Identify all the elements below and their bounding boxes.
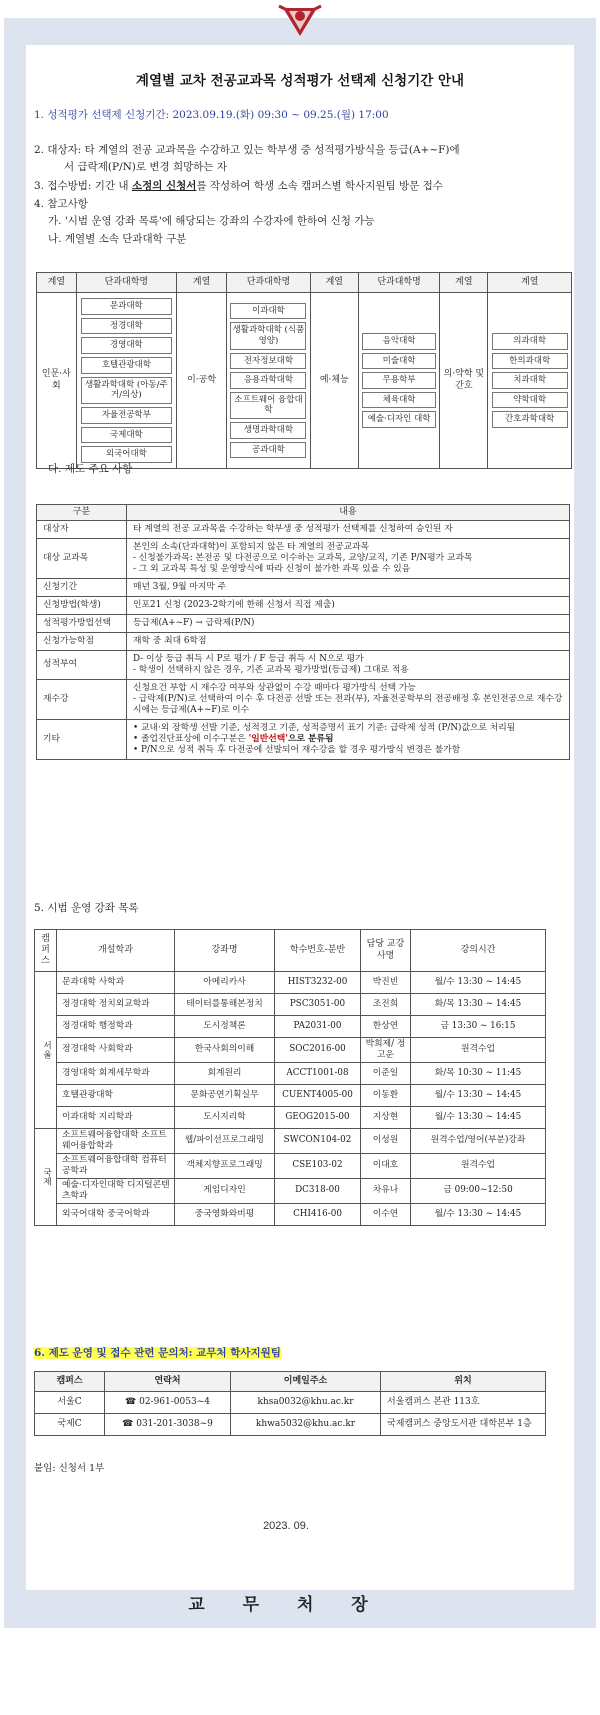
summary-key: 신청방법(학생) bbox=[37, 596, 127, 614]
summary-value bbox=[127, 578, 570, 596]
course-name: 회계원리 bbox=[175, 1062, 275, 1084]
th-series-g4: 계열 bbox=[488, 273, 572, 293]
course-name: 게임디자인 bbox=[175, 1178, 275, 1203]
email: khwa5032@khu.ac.kr bbox=[231, 1414, 381, 1436]
etc-line-2-pre: • 졸업진단표상에 이수구분은 bbox=[133, 733, 249, 744]
th-category: 구분 bbox=[37, 505, 127, 521]
course-code: PA2031-00 bbox=[275, 1016, 361, 1038]
course-code: SOC2016-00 bbox=[275, 1038, 361, 1063]
instructor: 이대호 bbox=[361, 1153, 411, 1178]
contact-row bbox=[35, 1392, 546, 1414]
course-code: GEOG2015-00 bbox=[275, 1106, 361, 1128]
section-1-period: 1. 성적평가 선택제 신청기간: 2023.09.19.(화) 09:30 ~ 09.25.(월) 17:00 bbox=[34, 109, 389, 121]
department: 예술·디자인대학 디지털콘텐츠학과 bbox=[57, 1178, 175, 1203]
course-code: CUENT4005-00 bbox=[275, 1084, 361, 1106]
course-code: PSC3051-00 bbox=[275, 994, 361, 1016]
summary-value bbox=[127, 719, 570, 759]
department: 정경대학 사회학과 bbox=[57, 1038, 175, 1063]
summary-key: 대상자 bbox=[37, 521, 127, 539]
th-course-code: 학수번호-분반 bbox=[275, 930, 361, 972]
course-code: CHI416-00 bbox=[275, 1203, 361, 1225]
section-3-form: 소정의 신청서 bbox=[131, 180, 197, 192]
section-3-post: 를 작성하여 학생 소속 캠퍼스별 학사지원팀 방문 접수 bbox=[196, 180, 443, 192]
college-name: 소프트웨어 융합대학 bbox=[230, 392, 306, 419]
page-title: 계열별 교차 전공교과목 성적평가 선택제 신청기간 안내 bbox=[135, 73, 465, 89]
course-name: 도시정책론 bbox=[175, 1016, 275, 1038]
summary-key: 대상 교과목 bbox=[37, 538, 127, 578]
summary-line: 타 계열의 전공 교과목을 수강하는 학부생 중 성적평가 선택제를 신청하여 승인된 자 bbox=[133, 524, 453, 534]
department: 호텔관광대학 bbox=[57, 1084, 175, 1106]
pilot-course-table bbox=[34, 929, 546, 1226]
etc-line-2-post: 으로 분류됨 bbox=[287, 733, 334, 744]
summary-key: 성적부여 bbox=[37, 650, 127, 679]
summary-key: 신청기간 bbox=[37, 578, 127, 596]
college-name: 미술대학 bbox=[362, 353, 436, 370]
course-name: 도시지리학 bbox=[175, 1106, 275, 1128]
course-code: DC318-00 bbox=[275, 1178, 361, 1203]
contact-row bbox=[35, 1414, 546, 1436]
college-name: 예술·디자인 대학 bbox=[362, 411, 436, 428]
course-code: CSE103-02 bbox=[275, 1153, 361, 1178]
university-emblem-icon bbox=[275, 2, 325, 42]
issue-date: 2023. 09. bbox=[263, 1520, 309, 1532]
summary-row bbox=[37, 719, 570, 759]
summary-line: 매년 3월, 9월 마지막 주 bbox=[133, 581, 227, 592]
class-time: 월/수 13:30 ~ 14:45 bbox=[411, 1203, 546, 1225]
etc-line-2 bbox=[133, 734, 563, 745]
department: 경영대학 회계세무학과 bbox=[57, 1062, 175, 1084]
section-6 bbox=[34, 1345, 281, 1360]
college-name: 전자정보대학 bbox=[230, 353, 306, 370]
college-name: 자율전공학부 bbox=[81, 407, 172, 424]
summary-key: 신청가능학점 bbox=[37, 632, 127, 650]
summary-line: 재학 중 최대 6학점 bbox=[133, 635, 207, 646]
th-series: 계열 bbox=[310, 273, 358, 293]
college-name: 의과대학 bbox=[492, 333, 568, 350]
th-series: 계열 bbox=[177, 273, 227, 293]
th-college: 단과대학명 bbox=[358, 273, 440, 293]
college-name: 경영대학 bbox=[81, 337, 172, 354]
course-code: ACCT1001-08 bbox=[275, 1062, 361, 1084]
college-name: 치과대학 bbox=[492, 372, 568, 389]
college-name: 약학대학 bbox=[492, 392, 568, 409]
college-name: 생명과학대학 bbox=[230, 422, 306, 439]
course-row bbox=[35, 1016, 546, 1038]
phone: ☎ 02-961-0053~4 bbox=[105, 1392, 231, 1414]
science-colleges bbox=[227, 299, 310, 463]
college-name: 한의과대학 bbox=[492, 353, 568, 370]
department: 소프트웨어융합대학 소프트웨어융합학과 bbox=[57, 1128, 175, 1153]
course-row bbox=[35, 972, 546, 994]
general-elective-label: '일반선택' bbox=[248, 733, 288, 744]
th-college: 단과대학명 bbox=[227, 273, 311, 293]
phone: ☎ 031-201-3038~9 bbox=[105, 1414, 231, 1436]
summary-value bbox=[127, 538, 570, 578]
signature: 교 무 처 장 bbox=[188, 1595, 384, 1615]
section-4a: 가. '시범 운영 강좌 목록'에 해당되는 강좌의 수강자에 한하여 신청 가능 bbox=[48, 215, 375, 227]
course-code: HIST3232-00 bbox=[275, 972, 361, 994]
th-series: 계열 bbox=[37, 273, 77, 293]
instructor: 지상현 bbox=[361, 1106, 411, 1128]
group-medical: 의·약학 및 간호 bbox=[440, 293, 488, 469]
instructor: 박희제/ 정고운 bbox=[361, 1038, 411, 1063]
summary-row bbox=[37, 650, 570, 679]
summary-value bbox=[127, 596, 570, 614]
course-name: 웹/파이선프로그래밍 bbox=[175, 1128, 275, 1153]
section-2-line-2: 서 급락제(P/N)로 변경 희망하는 자 bbox=[64, 161, 228, 173]
summary-row bbox=[37, 521, 570, 539]
class-time: 월/수 13:30 ~ 14:45 bbox=[411, 1084, 546, 1106]
instructor: 한상연 bbox=[361, 1016, 411, 1038]
contact-heading: 6. 제도 운영 및 접수 관련 문의처: 교무처 학사지원팀 bbox=[34, 1347, 281, 1359]
college-name: 공과대학 bbox=[230, 442, 306, 459]
department: 정경대학 행정학과 bbox=[57, 1016, 175, 1038]
th-content: 내용 bbox=[127, 505, 570, 521]
course-row bbox=[35, 1084, 546, 1106]
course-row bbox=[35, 1106, 546, 1128]
summary-row bbox=[37, 614, 570, 632]
summary-row bbox=[37, 578, 570, 596]
instructor: 이수연 bbox=[361, 1203, 411, 1225]
th-campus: 캠퍼스 bbox=[35, 930, 57, 972]
section-4b: 나. 계열별 소속 단과대학 구분 bbox=[48, 233, 187, 245]
department: 이과대학 지리학과 bbox=[57, 1106, 175, 1128]
college-name: 음악대학 bbox=[362, 333, 436, 350]
th-campus: 캠퍼스 bbox=[35, 1372, 105, 1392]
class-time: 원격수업 bbox=[411, 1153, 546, 1178]
medical-colleges bbox=[488, 329, 571, 432]
etc-line-1: • 교내·외 장학생 선발 기준, 성적경고 기준, 성적증명서 표기 기준: 급락제 성적 (P/N)값으로 처리됨 bbox=[133, 722, 516, 733]
th-time: 강의시간 bbox=[411, 930, 546, 972]
th-department: 개설학과 bbox=[57, 930, 175, 972]
section-3-pre: 3. 접수방법: 기간 내 bbox=[34, 180, 132, 192]
course-name: 객체지향프로그래밍 bbox=[175, 1153, 275, 1178]
class-time: 원격수업 bbox=[411, 1038, 546, 1063]
course-row bbox=[35, 1203, 546, 1225]
arts-colleges bbox=[359, 329, 440, 432]
instructor: 조진희 bbox=[361, 994, 411, 1016]
campus-name: 서울C bbox=[35, 1392, 105, 1414]
instructor: 박진빈 bbox=[361, 972, 411, 994]
summary-line: 인포21 신청 (2023-2학기에 한해 신청서 직접 제출) bbox=[133, 599, 335, 610]
college-name: 체육대학 bbox=[362, 392, 436, 409]
course-row bbox=[35, 994, 546, 1016]
summary-value bbox=[127, 650, 570, 679]
th-course: 강좌명 bbox=[175, 930, 275, 972]
class-time: 금 13:30 ~ 16:15 bbox=[411, 1016, 546, 1038]
th-instructor: 담당 교강사명 bbox=[361, 930, 411, 972]
summary-key: 성적평가방법선택 bbox=[37, 614, 127, 632]
section-3 bbox=[34, 178, 443, 193]
section-2-line-1: 2. 대상자: 타 계열의 전공 교과목을 수강하고 있는 학부생 중 성적평가방식을 등급(A+~F)에 bbox=[34, 144, 460, 156]
college-division-table bbox=[36, 272, 572, 469]
course-row bbox=[35, 1128, 546, 1153]
class-time: 월/수 13:30 ~ 14:45 bbox=[411, 972, 546, 994]
group-humanities: 인문·사회 bbox=[37, 293, 77, 469]
course-row bbox=[35, 1153, 546, 1178]
instructor: 이동환 bbox=[361, 1084, 411, 1106]
document bbox=[26, 45, 574, 1615]
th-series: 계열 bbox=[440, 273, 488, 293]
college-name: 간호과학대학 bbox=[492, 411, 568, 428]
campus-name: 국제C bbox=[35, 1414, 105, 1436]
college-name: 응용과학대학 bbox=[230, 372, 306, 389]
college-name: 호텔관광대학 bbox=[81, 357, 172, 374]
system-summary-table bbox=[36, 504, 570, 760]
class-time: 원격수업/영어(부분)강좌 bbox=[411, 1128, 546, 1153]
location: 서울캠퍼스 본관 113호 bbox=[381, 1392, 546, 1414]
th-college: 단과대학명 bbox=[76, 273, 176, 293]
summary-line: 본인의 소속(단과대학)이 포함되지 않은 타 계열의 전공교과목 bbox=[133, 541, 370, 552]
summary-value bbox=[127, 679, 570, 719]
class-time: 금 09:00~12:50 bbox=[411, 1178, 546, 1203]
college-name: 외국어대학 bbox=[81, 446, 172, 463]
course-name: 문화공연기획실무 bbox=[175, 1084, 275, 1106]
contact-table bbox=[34, 1371, 546, 1436]
th-contact: 연락처 bbox=[105, 1372, 231, 1392]
class-time: 화/목 13:30 ~ 14:45 bbox=[411, 994, 546, 1016]
summary-row bbox=[37, 596, 570, 614]
course-code: SWCON104-02 bbox=[275, 1128, 361, 1153]
college-name: 생활과학대학 (아동/주거/의상) bbox=[81, 377, 172, 404]
class-time: 화/목 10:30 ~ 11:45 bbox=[411, 1062, 546, 1084]
summary-line: - 급락제(P/N)로 선택하여 이수 후 다전공 선발 또는 전과(부), 자율전공학부의 전공배정 후 본인전공으로 재수강 시에는 등급제(A+~F)로 이수 bbox=[133, 693, 563, 715]
summary-row bbox=[37, 679, 570, 719]
summary-value bbox=[127, 632, 570, 650]
section-5: 5. 시범 운영 강좌 목록 bbox=[34, 902, 139, 914]
summary-row bbox=[37, 632, 570, 650]
instructor: 이성원 bbox=[361, 1128, 411, 1153]
department: 외국어대학 중국어학과 bbox=[57, 1203, 175, 1225]
group-science: 이·공학 bbox=[177, 293, 227, 469]
course-row bbox=[35, 1038, 546, 1063]
college-name: 문과대학 bbox=[81, 298, 172, 315]
summary-value bbox=[127, 614, 570, 632]
group-arts: 예·체능 bbox=[310, 293, 358, 469]
course-name: 테이터를통해본정치 bbox=[175, 994, 275, 1016]
course-row bbox=[35, 1178, 546, 1203]
campus-cell: 서울 bbox=[35, 972, 57, 1129]
college-name: 생활과학대학 (식품영양) bbox=[230, 322, 306, 349]
course-name: 중국영화와비평 bbox=[175, 1203, 275, 1225]
college-name: 무용학부 bbox=[362, 372, 436, 389]
course-name: 한국사회의이해 bbox=[175, 1038, 275, 1063]
department: 문과대학 사학과 bbox=[57, 972, 175, 994]
section-4: 4. 참고사항 bbox=[34, 198, 88, 210]
instructor: 이준일 bbox=[361, 1062, 411, 1084]
campus-cell: 국제 bbox=[35, 1128, 57, 1225]
summary-line: 신청요건 부합 시 재수강 여부와 상관없이 수강 때마다 평가방식 선택 가능 bbox=[133, 682, 416, 693]
course-row bbox=[35, 1062, 546, 1084]
summary-row bbox=[37, 538, 570, 578]
humanities-colleges bbox=[77, 294, 176, 467]
summary-line: - 그 외 교과목 특성 및 운영방식에 따라 신청이 불가한 과목 있을 수 있음 bbox=[133, 563, 411, 574]
location: 국제캠퍼스 중앙도서관 대학본부 1층 bbox=[381, 1414, 546, 1436]
college-name: 정경대학 bbox=[81, 318, 172, 335]
class-time: 월/수 13:30 ~ 14:45 bbox=[411, 1106, 546, 1128]
section-4c: 다. 제도 주요 사항 bbox=[48, 463, 133, 475]
department: 소프트웨어융합대학 컴퓨터공학과 bbox=[57, 1153, 175, 1178]
summary-line: D- 이상 등급 취득 시 P로 평가 / F 등급 취득 시 N으로 평가 bbox=[133, 653, 364, 664]
summary-value bbox=[127, 521, 570, 539]
attachment-note: 붙임: 신청서 1부 bbox=[34, 1463, 105, 1474]
th-email: 이메일주소 bbox=[231, 1372, 381, 1392]
summary-line: - 학생이 선택하지 않은 경우, 기존 교과목 평가방법(등급제) 그대로 적용 bbox=[133, 664, 409, 675]
etc-line-3: • P/N으로 성적 취득 후 다전공에 선발되어 재수강을 할 경우 평가방식 변경은 불가함 bbox=[133, 744, 461, 755]
summary-key: 재수강 bbox=[37, 679, 127, 719]
department: 정경대학 정치외교학과 bbox=[57, 994, 175, 1016]
instructor: 차유나 bbox=[361, 1178, 411, 1203]
summary-line: 등급제(A+~F) → 급락제(P/N) bbox=[133, 617, 255, 628]
th-location: 위치 bbox=[381, 1372, 546, 1392]
college-name: 국제대학 bbox=[81, 427, 172, 444]
email: khsa0032@khu.ac.kr bbox=[231, 1392, 381, 1414]
summary-line: - 신청불가과목: 본전공 및 다전공으로 이수하는 교과목, 교양/교직, 기존 P/N평가 교과목 bbox=[133, 552, 473, 563]
college-name: 이과대학 bbox=[230, 303, 306, 320]
course-name: 아메리카사 bbox=[175, 972, 275, 994]
summary-key: 기타 bbox=[37, 719, 127, 759]
